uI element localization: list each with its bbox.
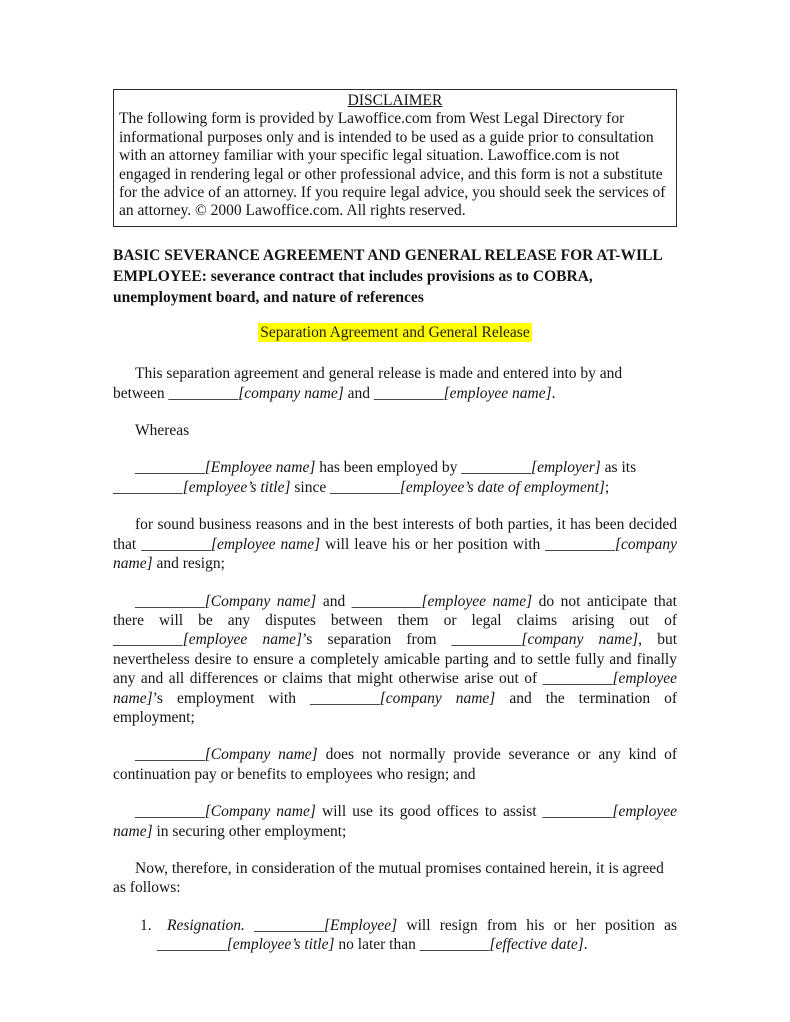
blank-line: _________ [309, 689, 380, 707]
placeholder-bracket: [company name] [238, 384, 344, 402]
placeholder-bracket: Resignation. [167, 916, 245, 934]
placeholder-bracket: [company name] [113, 535, 678, 573]
blank-line: _________ [451, 631, 522, 649]
placeholder-bracket: [employee name] [211, 535, 321, 553]
placeholder-bracket: [Company name] [204, 746, 318, 764]
placeholder-bracket: [Company name] [204, 592, 317, 610]
placeholder-bracket: [employee’s title] [182, 478, 291, 496]
blank-line: _________ [254, 916, 324, 934]
blank-line: _________ [351, 592, 422, 610]
paragraph-whereas: Whereas [135, 422, 190, 440]
placeholder-bracket: [employee name] [182, 631, 303, 649]
blank-line: _________ [330, 478, 400, 496]
document-content [113, 0, 677, 955]
subtitle [113, 323, 677, 342]
paragraph-no-disputes: _________[Company name] and _________[employee name] do not anticipate that there will be any disputes between them or legal claims arising out of _________[employee name]’s separation from _________[company name], but nevertheless desire to ensure a completely amicable parting and to settle fully and finally any and all differences or claims that might otherwise arise out of _________[employee name]’s employment with _________[company name] and the termination of employment; [113, 592, 678, 726]
blank-line: _________ [141, 535, 211, 553]
blank-line: _________ [461, 459, 532, 477]
subtitle-highlight: Separation Agreement and General Release [260, 323, 530, 341]
placeholder-bracket: [employee name] [113, 803, 677, 840]
paragraph-good-offices: _________[Company name] will use its good offices to assist _________[employee name] in securing other employment; [113, 803, 677, 840]
paragraph-resignation: Resignation. _________[Employee] will resign from his or her position as _________[employee’s title] no later than _________[effective date]. [157, 916, 677, 954]
placeholder-bracket: [Company name] [204, 803, 316, 821]
placeholder-bracket: [employer] [531, 459, 601, 477]
placeholder-bracket: [Employee] [323, 916, 398, 934]
placeholder-bracket: [effective date] [489, 936, 584, 954]
blank-line: _________ [135, 459, 205, 477]
blank-line: _________ [545, 535, 616, 553]
blank-line: _________ [542, 803, 613, 821]
blank-line: _________ [135, 803, 205, 821]
placeholder-bracket: [Employee name] [204, 459, 316, 477]
disclaimer-box [113, 89, 677, 227]
placeholder-bracket: [employee name] [443, 384, 552, 402]
blank-line: _________ [113, 478, 183, 496]
blank-line: _________ [157, 936, 227, 954]
blank-line: _________ [419, 936, 490, 954]
blank-line: _________ [542, 670, 613, 688]
document-paragraphs [113, 364, 677, 954]
placeholder-bracket: [company name] [379, 689, 496, 707]
placeholder-bracket: [employee name] [421, 592, 533, 610]
disclaimer-title: DISCLAIMER [347, 92, 443, 109]
blank-line: _________ [113, 631, 183, 649]
paragraph-now-therefore: Now, therefore, in consideration of the mutual promises contained herein, it is agreed as follows: [113, 859, 664, 897]
placeholder-bracket: [company name] [521, 631, 639, 649]
blank-line: _________ [168, 384, 239, 402]
blank-line: _________ [135, 746, 205, 764]
placeholder-bracket: [employee’s date of employment] [399, 478, 605, 496]
list-item-number: 1. [140, 916, 152, 934]
paragraph-intro: This separation agreement and general release is made and entered into by and between _________[company name] and _________[employee name]. [113, 365, 623, 402]
list-item-resignation [140, 916, 677, 955]
blank-line: _________ [135, 592, 205, 610]
paragraph-business-reasons: for sound business reasons and in the best interests of both parties, it has been decided that _________[employee name] will leave his or her position with _________[company name] and resign; [113, 516, 678, 573]
main-heading: BASIC SEVERANCE AGREEMENT AND GENERAL RELEASE FOR AT-WILL EMPLOYEE: severance contract that includes provisions as to COBRA, unemployment board, and nature of references [113, 246, 662, 306]
blank-line: _________ [373, 384, 444, 402]
placeholder-bracket: [employee name] [113, 670, 677, 707]
disclaimer-body: The following form is provided by Lawoffice.com from West Legal Directory for informational purposes only and is intended to be used as a guide prior to consultation with an attorney familiar with your specific legal situation. Lawoffice.com is not engaged in rendering legal or other professional advice, and this form is not a substitute for the advice of an attorney. If you require legal advice, you should seek the services of an attorney. © 2000 Lawoffice.com. All rights reserved. [119, 110, 666, 220]
placeholder-bracket: [employee’s title] [226, 936, 335, 954]
paragraph-no-normal-severance: _________[Company name] does not normally provide severance or any kind of continuation pay or benefits to employees who resign; and [113, 746, 677, 783]
paragraph-employment-history: _________[Employee name] has been employed by _________[employer] as its _________[employee’s title] since _________[employee’s date of employment]; [113, 459, 637, 496]
